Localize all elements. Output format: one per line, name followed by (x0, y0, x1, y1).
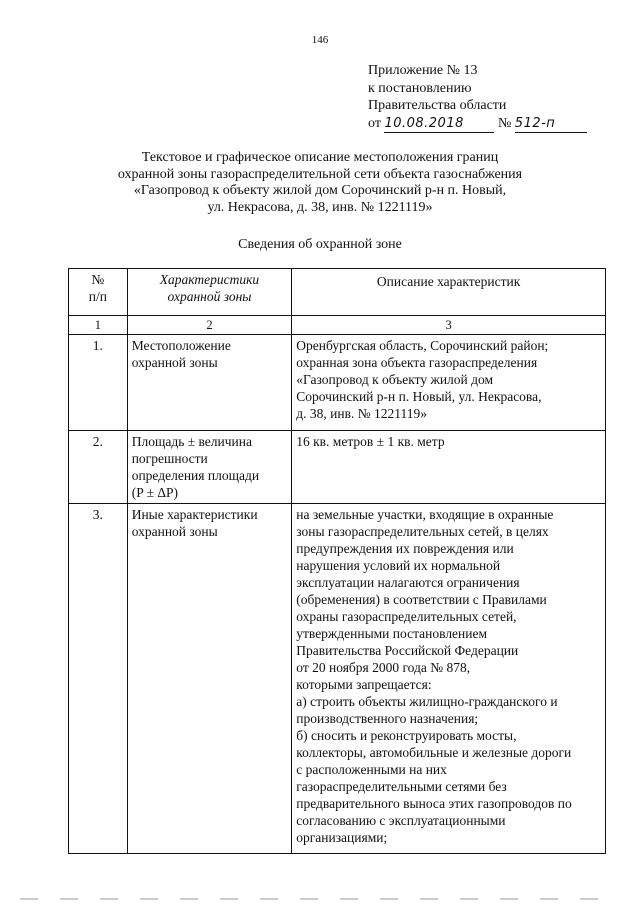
appendix-date-line (368, 115, 587, 134)
row-number: 3. (69, 504, 128, 854)
row-description: Оренбургская область, Сорочинский район; охранная зона объекта газораспределения «Газопровод к объекту жилой дом Сорочинский р-н п. Новый, ул. Некрасова, д. 38, инв. № 1221119» (292, 335, 606, 431)
appendix-line-2: к постановлению (368, 80, 472, 96)
handwritten-date: 10.08.2018 (384, 115, 494, 134)
date-prefix: от (368, 115, 381, 131)
column-number-3: 3 (292, 316, 606, 335)
row-characteristic: Местоположение охранной зоны (127, 335, 292, 431)
title-line-2: охранной зоны газораспределительной сети объекта газоснабжения (117, 166, 523, 182)
column-number-2: 2 (127, 316, 292, 335)
row-characteristic: Площадь ± величина погрешности определения площади (P ± ΔP) (127, 431, 292, 504)
title-line-3: «Газопровод к объекту жилой дом Сорочинский р-н п. Новый, (133, 183, 507, 198)
row-number: 2. (69, 431, 128, 504)
appendix-line-1: Приложение № 13 (368, 63, 478, 78)
section-title: Сведения об охранной зоне (238, 237, 402, 252)
document-title (0, 150, 640, 216)
appendix-line-3: Правительства области (368, 98, 507, 113)
title-line-1: Текстовое и графическое описание местоположения границ (141, 150, 499, 165)
header-number: № п/п (69, 269, 128, 316)
column-number-row (69, 316, 606, 335)
handwritten-number: 512-п (515, 115, 587, 134)
number-prefix: № (497, 115, 512, 131)
scan-edge-artifact (20, 898, 620, 900)
table-row (69, 504, 606, 854)
table-row (69, 431, 606, 504)
appendix-block (368, 62, 587, 133)
table-header-row (69, 269, 606, 316)
zone-info-table (68, 268, 606, 854)
row-number: 1. (69, 335, 128, 431)
table-row (69, 335, 606, 431)
row-description: 16 кв. метров ± 1 кв. метр (292, 431, 606, 504)
header-description: Описание характеристик (292, 269, 606, 316)
page-number: 146 (311, 34, 329, 46)
column-number-1: 1 (69, 316, 128, 335)
row-description: на земельные участки, входящие в охранные зоны газораспределительных сетей, в целях предупреждения их повреждения или нарушения условий их нормальной эксплуатации налагаются ограничения (обременения) в соответствии с Правилами охраны газораспределительных сетей, утвержденными постановлением Правительства Российской Федерации от 20 ноября 2000 года № 878, которыми запрещается: а) строить объекты жилищно-гражданского и производственного назначения; б) сносить и реконструировать мосты, коллекторы, автомобильные и железные дороги с расположенными на них газораспределительными сетями без предварительного выноса этих газопроводов по согласованию с эксплуатационными организациями; (292, 504, 606, 854)
header-characteristic: Характеристики охранной зоны (127, 269, 292, 316)
row-characteristic: Иные характеристики охранной зоны (127, 504, 292, 854)
title-line-4: ул. Некрасова, д. 38, инв. № 1221119» (207, 199, 433, 215)
